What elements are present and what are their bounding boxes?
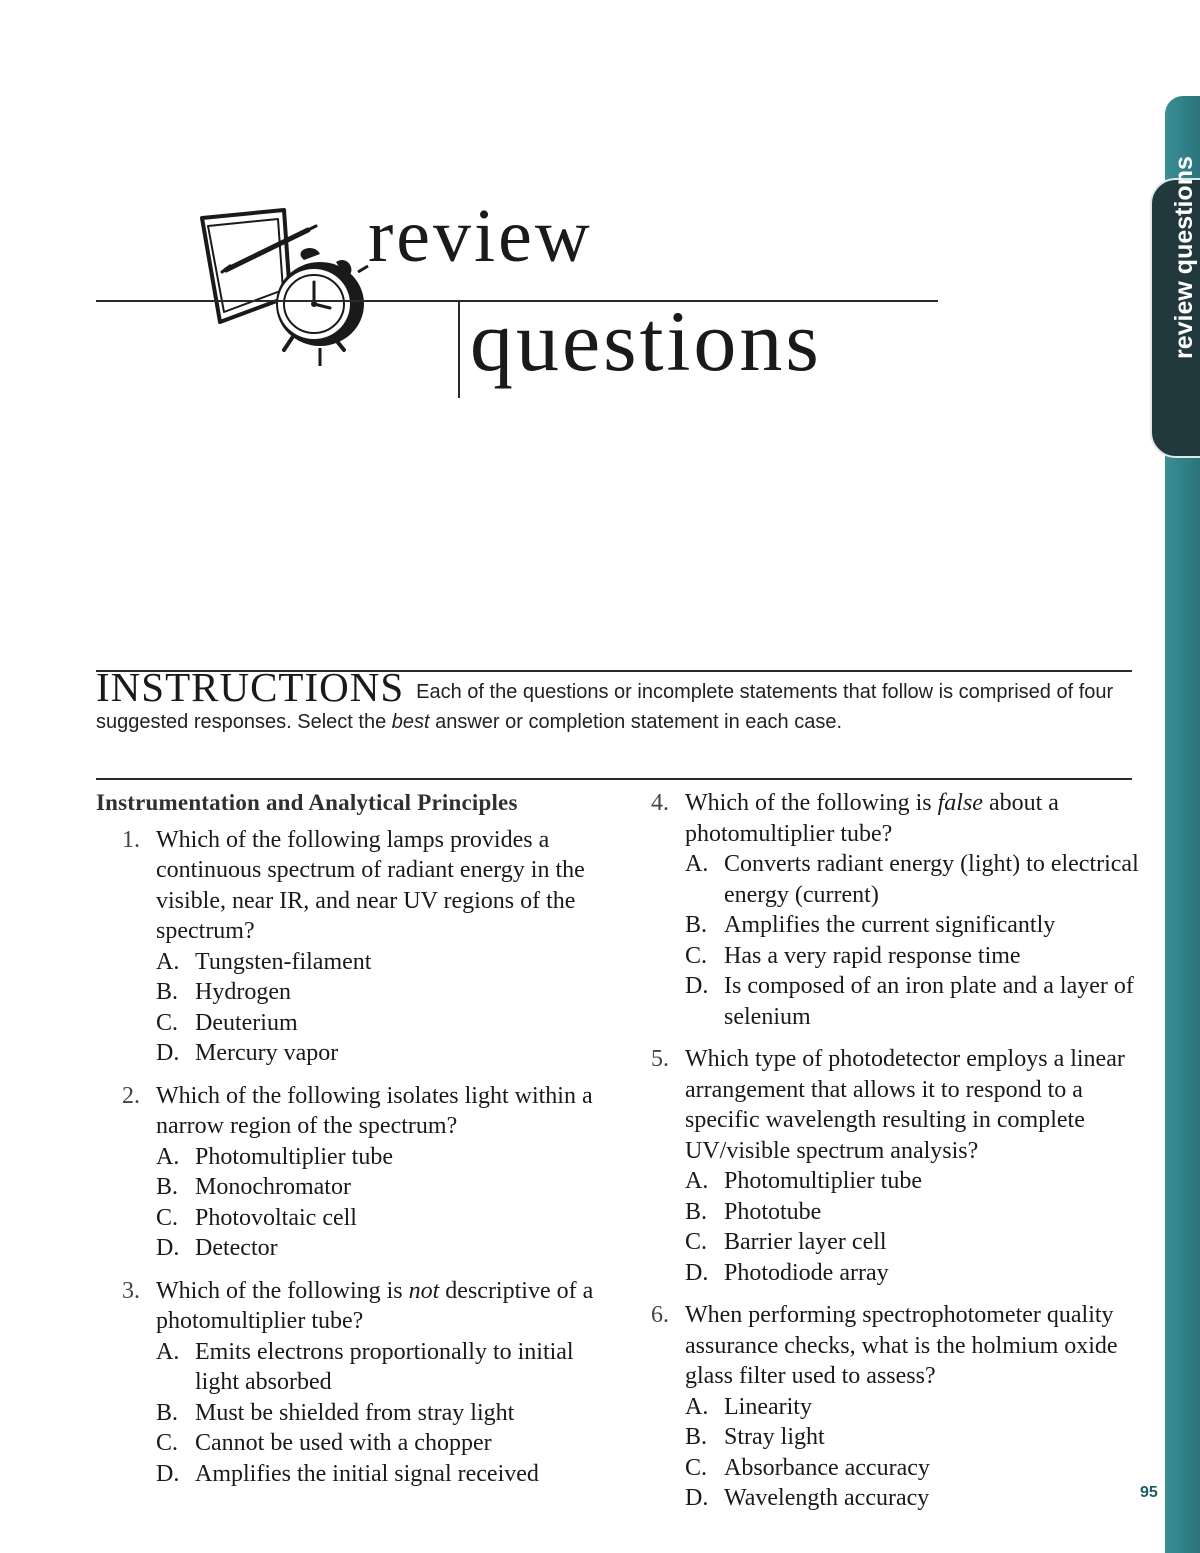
choice-text: Hydrogen — [195, 979, 291, 1005]
question-number: 6. — [651, 1302, 669, 1328]
title-rule-vertical — [458, 301, 460, 398]
choice-a — [156, 1337, 596, 1398]
right-column — [648, 788, 1148, 1526]
choice-letter: B. — [156, 1399, 179, 1426]
question-2 — [96, 1081, 596, 1264]
choice-a — [156, 947, 596, 978]
left-column — [96, 788, 596, 1501]
instructions-text-2: answer or completion statement in each case. — [429, 711, 842, 733]
choice-letter: C. — [685, 942, 708, 969]
choice-text: Stray light — [724, 1424, 825, 1450]
choice-c — [156, 1428, 596, 1459]
question-emphasis: not — [408, 1277, 440, 1304]
question-6 — [648, 1300, 1148, 1514]
section-heading: Instrumentation and Analytical Principles — [96, 790, 518, 815]
choice-text: Photovoltaic cell — [195, 1204, 357, 1231]
choice-c — [156, 1203, 596, 1234]
choice-letter: A. — [685, 851, 709, 877]
question-emphasis: false — [937, 790, 983, 816]
choice-letter: A. — [685, 1393, 709, 1420]
section-tab-label — [1170, 156, 1198, 359]
choice-text: Is composed of an iron plate and a layer of selenium — [724, 973, 1134, 1030]
choice-text: Mercury vapor — [195, 1040, 339, 1066]
question-number: 3. — [122, 1277, 140, 1304]
choice-text: Linearity — [724, 1393, 812, 1420]
choice-b — [685, 1197, 1148, 1228]
choice-letter: C. — [685, 1229, 708, 1255]
question-number: 1. — [122, 826, 140, 853]
choice-text: Photomultiplier tube — [724, 1168, 922, 1194]
choice-letter: D. — [685, 1485, 709, 1511]
choice-letter: B. — [685, 1198, 708, 1225]
question-4 — [648, 788, 1148, 1032]
choice-text: Barrier layer cell — [724, 1229, 887, 1255]
choice-text: Amplifies the current significantly — [724, 912, 1056, 938]
question-5 — [648, 1044, 1148, 1288]
choice-letter: A. — [685, 1168, 709, 1194]
question-number: 5. — [651, 1046, 669, 1072]
choice-letter: C. — [156, 1009, 179, 1036]
choice-a — [685, 849, 1148, 910]
page-title-line-2: questions — [470, 293, 822, 389]
choice-c — [685, 1453, 1148, 1484]
choice-text: Absorbance accuracy — [724, 1454, 930, 1481]
choice-letter: D. — [156, 1040, 180, 1066]
choice-d — [156, 1038, 596, 1069]
choice-letter: C. — [156, 1430, 179, 1456]
instructions-emphasis: best — [391, 711, 430, 733]
question-1 — [96, 825, 596, 1069]
choice-c — [685, 941, 1148, 972]
question-text-part: descriptive of a photomultiplier tube? — [156, 1277, 594, 1334]
choice-letter: D. — [156, 1235, 180, 1261]
choice-c — [156, 1008, 596, 1039]
choice-text: Phototube — [724, 1198, 822, 1225]
choice-d — [685, 1258, 1148, 1289]
choice-letter: A. — [156, 948, 180, 975]
question-text-part: Which of the following is — [685, 790, 938, 816]
choice-letter: B. — [156, 979, 179, 1005]
choice-a — [685, 1392, 1148, 1423]
choice-text: Amplifies the initial signal received — [195, 1460, 539, 1487]
question-3 — [96, 1276, 596, 1490]
choice-text: Wavelength accuracy — [724, 1485, 930, 1511]
question-text: Which of the following lamps provides a continuous spectrum of radiant energy in the visible, near IR, and near UV regions of the spectrum? — [156, 826, 585, 944]
section-tab-word-2: questions — [1170, 156, 1198, 275]
question-text-part: about a photomultiplier tube? — [685, 790, 1059, 847]
question-text: When performing spectrophotometer quality assurance checks, what is the holmium oxide glass filter used to assess? — [685, 1302, 1118, 1389]
choice-letter: D. — [156, 1460, 180, 1487]
choice-letter: B. — [156, 1174, 179, 1200]
choice-c — [685, 1227, 1148, 1258]
page-number: 95 — [1140, 1484, 1158, 1501]
question-text — [685, 788, 1148, 849]
page-title-line-1: review — [368, 194, 593, 278]
choice-letter: A. — [156, 1143, 180, 1170]
choice-a — [156, 1142, 596, 1173]
choice-letter: C. — [156, 1204, 179, 1231]
choice-d — [156, 1233, 596, 1264]
choice-text: Deuterium — [195, 1009, 298, 1036]
question-number: 4. — [651, 790, 669, 816]
choice-b — [156, 1398, 596, 1429]
choice-text: Photodiode array — [724, 1259, 889, 1286]
question-text: Which type of photodetector employs a linear arrangement that allows it to respond to a specific wavelength resulting in complete UV/visible spectrum analysis? — [685, 1046, 1125, 1164]
choice-text: Tungsten-filament — [195, 948, 372, 975]
notepad-clock-icon — [196, 200, 371, 375]
choice-letter: D. — [685, 1259, 709, 1286]
choice-letter: C. — [685, 1454, 708, 1481]
choice-b — [685, 1422, 1148, 1453]
question-number: 2. — [122, 1082, 140, 1109]
choice-text: Emits electrons proportionally to initial light absorbed — [195, 1338, 574, 1395]
instructions-block — [96, 664, 1132, 737]
choice-text: Cannot be used with a chopper — [195, 1430, 492, 1456]
choice-d — [685, 1483, 1148, 1514]
choice-d — [685, 971, 1148, 1032]
choice-b — [685, 910, 1148, 941]
choice-text: Photomultiplier tube — [195, 1143, 393, 1170]
choice-b — [156, 977, 596, 1008]
choice-letter: A. — [156, 1338, 180, 1365]
choice-a — [685, 1166, 1148, 1197]
instructions-bottom-rule — [96, 778, 1132, 780]
instructions-text-1: Each of the questions or incomplete statements that follow is comprised of four suggested responses. Select the — [96, 681, 1114, 733]
question-text: Which of the following isolates light within a narrow region of the spectrum? — [156, 1082, 593, 1139]
question-text-part: Which of the following is — [156, 1277, 409, 1304]
choice-letter: B. — [685, 912, 708, 938]
instructions-heading: INSTRUCTIONS — [96, 664, 405, 710]
choice-text: Has a very rapid response time — [724, 942, 1021, 969]
choice-text: Must be shielded from stray light — [195, 1399, 515, 1426]
section-tab-word-1: review — [1170, 281, 1198, 359]
question-text — [156, 1276, 596, 1337]
choice-text: Converts radiant energy (light) to electrical energy (current) — [724, 851, 1139, 908]
choice-b — [156, 1172, 596, 1203]
choice-letter: D. — [685, 973, 709, 999]
choice-text: Monochromator — [195, 1174, 351, 1200]
choice-d — [156, 1459, 596, 1490]
choice-letter: B. — [685, 1424, 708, 1450]
choice-text: Detector — [195, 1235, 278, 1261]
